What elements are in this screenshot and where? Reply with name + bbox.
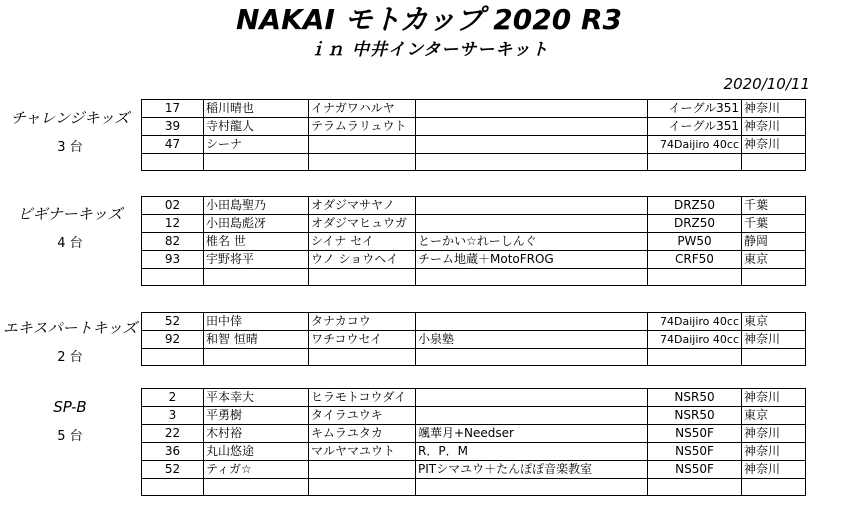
prefecture: 東京 (742, 407, 806, 425)
team-name: 小泉塾 (416, 331, 648, 349)
entry-number (142, 154, 204, 171)
rider-name (204, 349, 309, 366)
table-row (142, 443, 806, 461)
rider-kana: マルヤマユウト (309, 443, 416, 461)
rider-kana: シイナ セイ (309, 233, 416, 251)
rider-name: 丸山悠途 (204, 443, 309, 461)
entry-number: 82 (142, 233, 204, 251)
prefecture: 神奈川 (742, 443, 806, 461)
event-title: NAKAI モトカップ 2020 R3 (236, 3, 622, 36)
table-row (142, 389, 806, 407)
rider-name: 小田島聖乃 (204, 197, 309, 215)
table-row (142, 479, 806, 496)
category-name: ビギナーキッズ (17, 205, 123, 223)
rider-name: 寺村龍人 (204, 118, 309, 136)
rider-name: 木村裕 (204, 425, 309, 443)
machine (648, 349, 742, 366)
team-name (416, 349, 648, 366)
prefecture (742, 269, 806, 286)
category-count: 3 台 (57, 140, 83, 155)
machine (648, 479, 742, 496)
entry-table (141, 388, 806, 496)
team-name: チーム地蔵＋MotoFROG (416, 251, 648, 269)
table-row (142, 349, 806, 366)
rider-name: 宇野将平 (204, 251, 309, 269)
prefecture: 神奈川 (742, 425, 806, 443)
table-row (142, 425, 806, 443)
entry-number: 39 (142, 118, 204, 136)
prefecture: 千葉 (742, 197, 806, 215)
team-name: 颯華月+Needser (416, 425, 648, 443)
entry-table (141, 196, 806, 286)
machine: NS50F (648, 461, 742, 479)
entry-number: 93 (142, 251, 204, 269)
entry-number: 52 (142, 461, 204, 479)
rider-name: 平本幸大 (204, 389, 309, 407)
rider-name: 小田島彪冴 (204, 215, 309, 233)
machine: イーグル351 (648, 100, 742, 118)
entry-number: 47 (142, 136, 204, 154)
team-name (416, 136, 648, 154)
entry-number: 36 (142, 443, 204, 461)
entry-number: 2 (142, 389, 204, 407)
table-row (142, 461, 806, 479)
rider-name: 平勇樹 (204, 407, 309, 425)
prefecture: 神奈川 (742, 136, 806, 154)
rider-kana (309, 269, 416, 286)
rider-kana (309, 349, 416, 366)
machine: NS50F (648, 443, 742, 461)
rider-kana: タナカコウ (309, 313, 416, 331)
entry-number: 3 (142, 407, 204, 425)
prefecture (742, 349, 806, 366)
machine: NS50F (648, 425, 742, 443)
rider-name: シーナ (204, 136, 309, 154)
event-date: 2020/10/11 (723, 75, 810, 93)
entry-number (142, 479, 204, 496)
entry-number: 92 (142, 331, 204, 349)
team-name: とーかい☆れーしんぐ (416, 233, 648, 251)
prefecture: 千葉 (742, 215, 806, 233)
rider-kana (309, 154, 416, 171)
team-name (416, 154, 648, 171)
rider-name: 和智 恒晴 (204, 331, 309, 349)
rider-kana: テラムラリュウト (309, 118, 416, 136)
rider-kana: タイラユウキ (309, 407, 416, 425)
machine (648, 269, 742, 286)
entry-number (142, 269, 204, 286)
category-name: SP-B (53, 398, 87, 416)
table-row (142, 197, 806, 215)
entry-number: 17 (142, 100, 204, 118)
prefecture: 東京 (742, 313, 806, 331)
prefecture (742, 154, 806, 171)
prefecture: 神奈川 (742, 389, 806, 407)
rider-kana: オダジマヒュウガ (309, 215, 416, 233)
entry-number: 12 (142, 215, 204, 233)
entry-number: 02 (142, 197, 204, 215)
machine (648, 154, 742, 171)
machine: NSR50 (648, 389, 742, 407)
category-name: チャレンジキッズ (10, 109, 130, 127)
rider-name: 田中倖 (204, 313, 309, 331)
rider-name: ティガ☆ (204, 461, 309, 479)
category-count: 4 台 (57, 236, 83, 251)
team-name (416, 197, 648, 215)
machine: 74Daijiro 40cc (648, 136, 742, 154)
table-row (142, 313, 806, 331)
rider-name (204, 154, 309, 171)
entry-table (141, 312, 806, 366)
category-count: 2 台 (57, 350, 83, 365)
team-name (416, 313, 648, 331)
rider-kana (309, 136, 416, 154)
prefecture: 神奈川 (742, 100, 806, 118)
rider-kana: イナガワハルヤ (309, 100, 416, 118)
rider-kana: ワチコウセイ (309, 331, 416, 349)
table-row (142, 136, 806, 154)
team-name (416, 118, 648, 136)
prefecture: 神奈川 (742, 118, 806, 136)
rider-kana: キムラユタカ (309, 425, 416, 443)
rider-kana: ヒラモトコウダイ (309, 389, 416, 407)
team-name (416, 100, 648, 118)
prefecture (742, 479, 806, 496)
machine: イーグル351 (648, 118, 742, 136)
table-row (142, 154, 806, 171)
team-name: PITシマユウ＋たんぽぽ音楽教室 (416, 461, 648, 479)
machine: DRZ50 (648, 215, 742, 233)
table-row (142, 215, 806, 233)
team-name (416, 215, 648, 233)
category-count: 5 台 (57, 429, 83, 444)
entry-number: 22 (142, 425, 204, 443)
machine: NSR50 (648, 407, 742, 425)
entry-number (142, 349, 204, 366)
prefecture: 神奈川 (742, 461, 806, 479)
team-name (416, 479, 648, 496)
category-name: エキスパートキッズ (2, 319, 138, 337)
team-name: R．P．M (416, 443, 648, 461)
entry-number: 52 (142, 313, 204, 331)
rider-name (204, 269, 309, 286)
event-subtitle: ｉｎ 中井インターサーキット (309, 40, 549, 60)
rider-kana: ウノ ショウヘイ (309, 251, 416, 269)
prefecture: 東京 (742, 251, 806, 269)
table-row (142, 233, 806, 251)
rider-name: 稲川晴也 (204, 100, 309, 118)
rider-kana (309, 461, 416, 479)
table-row (142, 251, 806, 269)
table-row (142, 100, 806, 118)
rider-name: 椎名 世 (204, 233, 309, 251)
table-row (142, 331, 806, 349)
team-name (416, 407, 648, 425)
machine: PW50 (648, 233, 742, 251)
machine: DRZ50 (648, 197, 742, 215)
table-row (142, 407, 806, 425)
table-row (142, 269, 806, 286)
prefecture: 静岡 (742, 233, 806, 251)
team-name (416, 389, 648, 407)
machine: 74Daijiro 40cc (648, 331, 742, 349)
machine: 74Daijiro 40cc (648, 313, 742, 331)
rider-kana (309, 479, 416, 496)
rider-name (204, 479, 309, 496)
entry-table (141, 99, 806, 171)
table-row (142, 118, 806, 136)
rider-kana: オダジマサヤノ (309, 197, 416, 215)
machine: CRF50 (648, 251, 742, 269)
team-name (416, 269, 648, 286)
prefecture: 神奈川 (742, 331, 806, 349)
